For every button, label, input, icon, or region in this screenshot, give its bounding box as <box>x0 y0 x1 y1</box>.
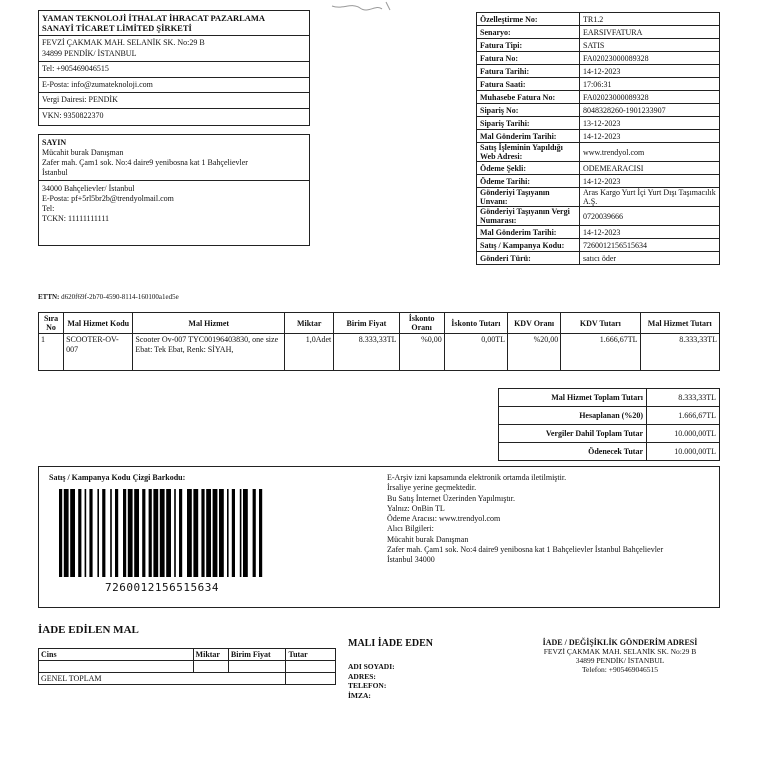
meta-row <box>477 13 720 26</box>
info-text <box>387 473 663 566</box>
item-description: Scooter Ov-007 TYC00196403830, one size Ebat: Tek Ebat, Renk: SİYAH, <box>133 334 285 371</box>
seller-name-line2: SANAYİ TİCARET LİMİTED ŞİRKETİ <box>42 23 192 33</box>
meta-label: Ödeme Şekli: <box>477 162 580 175</box>
meta-label: Fatura Tipi: <box>477 39 580 52</box>
totals-value: 8.333,33TL <box>647 389 720 407</box>
totals-row <box>499 407 720 425</box>
totals-row <box>499 389 720 407</box>
items-header-cell: Mal Hizmet <box>133 313 285 334</box>
buyer-title: SAYIN <box>42 138 67 147</box>
item-code: SCOOTER-OV-007 <box>64 334 133 371</box>
sender-fields <box>348 662 395 700</box>
meta-label: Fatura Tarihi: <box>477 65 580 78</box>
meta-row <box>477 175 720 188</box>
totals-label: Ödenecek Tutar <box>499 443 647 461</box>
meta-value: 8048328260-1901233907 <box>580 104 720 117</box>
meta-label: Fatura Saati: <box>477 78 580 91</box>
item-discount-rate: %0,00 <box>399 334 444 371</box>
totals-value: 10.000,00TL <box>647 443 720 461</box>
info-line: Zafer mah. Çam1 sok. No:4 daire9 yenibosna kat 1 Bahçelievler İstanbul Bahçelievler <box>387 545 664 555</box>
meta-label: Gönderiyi Taşıyanın Vergi Numarası: <box>477 207 580 226</box>
items-header-row <box>39 313 720 334</box>
sender-field-signature: İMZA: <box>348 690 371 700</box>
table-row <box>39 661 336 673</box>
ettn-label: ETTN: <box>38 293 60 301</box>
returned-total-label: GENEL TOPLAM <box>39 673 286 685</box>
meta-value: FA02023000089328 <box>580 52 720 65</box>
info-line: Yalnız: OnBin TL <box>387 503 445 513</box>
meta-row <box>477 52 720 65</box>
meta-row <box>477 26 720 39</box>
meta-value: 14-12-2023 <box>580 175 720 188</box>
meta-value: www.trendyol.com <box>580 143 720 162</box>
return-address-line2: 34899 PENDİK/ İSTANBUL <box>575 656 665 665</box>
items-header-cell: İskonto Oranı <box>399 313 444 334</box>
buyer-address-line2: İstanbul <box>42 168 68 177</box>
totals-value: 1.666,67TL <box>647 407 720 425</box>
seller-email: E-Posta: info@zumateknoloji.com <box>42 79 153 89</box>
meta-row <box>477 239 720 252</box>
barcode-title: Satış / Kampanya Kodu Çizgi Barkodu: <box>49 473 186 482</box>
items-header-cell: İskonto Tutarı <box>444 313 507 334</box>
item-vat-rate: %20,00 <box>508 334 561 371</box>
meta-label: Ödeme Tarihi: <box>477 175 580 188</box>
meta-row <box>477 91 720 104</box>
sender-field-phone: TELEFON: <box>348 681 387 690</box>
items-header-cell: Sıra No <box>39 313 64 334</box>
meta-label: Mal Gönderim Tarihi: <box>477 130 580 143</box>
items-header-cell: KDV Oranı <box>508 313 561 334</box>
meta-value: FA02023000089328 <box>580 91 720 104</box>
meta-row <box>477 226 720 239</box>
seller-phone: Tel: +905469046515 <box>42 64 109 73</box>
meta-value: 14-12-2023 <box>580 65 720 78</box>
info-line: Mücahit burak Danışman <box>387 534 469 544</box>
table-row <box>39 673 336 685</box>
info-line: İstanbul 34000 <box>387 555 435 565</box>
return-address-block <box>520 638 720 674</box>
meta-label: Sipariş Tarihi: <box>477 117 580 130</box>
totals-row <box>499 425 720 443</box>
meta-value: TR1.2 <box>580 13 720 26</box>
items-header-cell: Birim Fiyat <box>334 313 399 334</box>
ettn-line <box>38 293 179 301</box>
info-line: Bu Satış İnternet Üzerinden Yapılmıştır. <box>387 493 515 503</box>
ettn-value: d620f69f-2b70-4590-8114-160100a1ed5e <box>61 293 179 301</box>
sender-field-address: ADRES: <box>348 671 376 681</box>
meta-row <box>477 39 720 52</box>
items-header-cell: KDV Tutarı <box>561 313 640 334</box>
meta-label: Sipariş No: <box>477 104 580 117</box>
meta-label: Senaryo: <box>477 26 580 39</box>
seller-tax-office: Vergi Dairesi: PENDİK <box>42 95 118 104</box>
seller-info-box <box>38 10 310 126</box>
seller-address-line2: 34899 PENDİK/ İSTANBUL <box>42 48 137 58</box>
invoice-meta-table <box>476 12 720 265</box>
totals-row <box>499 443 720 461</box>
barcode-image <box>55 489 275 579</box>
barcode-number: 7260012156515634 <box>105 581 219 594</box>
buyer-address-line3: 34000 Bahçelievler/ İstanbul <box>42 184 135 193</box>
items-header-cell: Mal Hizmet Tutarı <box>640 313 719 334</box>
meta-value: ODEMEARACISI <box>580 162 720 175</box>
info-line: İrsaliye yerine geçmektedir. <box>387 483 477 493</box>
returned-goods-header-row <box>39 649 336 661</box>
meta-row <box>477 252 720 265</box>
totals-label: Mal Hizmet Toplam Tutarı <box>499 389 647 407</box>
meta-row <box>477 78 720 91</box>
item-unit-price: 8.333,33TL <box>334 334 399 371</box>
seller-address-line1: FEVZİ ÇAKMAK MAH. SELANİK SK. No:29 B <box>42 38 205 47</box>
buyer-tckn: TCKN: 11111111111 <box>42 214 110 223</box>
seller-name-line1: YAMAN TEKNOLOJİ İTHALAT İHRACAT PAZARLAMA <box>42 13 266 23</box>
meta-label: Gönderi Türü: <box>477 252 580 265</box>
meta-row <box>477 65 720 78</box>
info-line: Alıcı Bilgileri: <box>387 524 434 534</box>
returned-goods-table <box>38 648 336 685</box>
signature-mark <box>330 0 400 14</box>
meta-value: 14-12-2023 <box>580 226 720 239</box>
info-line: Ödeme Aracısı: www.trendyol.com <box>387 514 501 524</box>
meta-label: Muhasebe Fatura No: <box>477 91 580 104</box>
item-discount-amount: 0,00TL <box>444 334 507 371</box>
seller-vkn: VKN: 9350822370 <box>42 110 104 120</box>
returned-header-cell: Tutar <box>286 649 336 661</box>
table-row <box>39 334 720 371</box>
sender-field-name: ADI SOYADI: <box>348 662 395 671</box>
meta-row <box>477 143 720 162</box>
meta-value: Aras Kargo Yurt İçi Yurt Dışı Taşımacılık A.Ş. <box>580 188 720 207</box>
items-table <box>38 312 720 371</box>
buyer-name: Mücahit burak Danışman <box>42 148 124 157</box>
meta-label: Özelleştirme No: <box>477 13 580 26</box>
info-line: E-Arşiv izni kapsamında elektronik ortamda iletilmiştir. <box>387 473 567 482</box>
meta-label: Satış İşleminin Yapıldığı Web Adresi: <box>477 143 580 162</box>
meta-label: Mal Gönderim Tarihi: <box>477 226 580 239</box>
totals-table <box>498 388 720 461</box>
meta-label: Satış / Kampanya Kodu: <box>477 239 580 252</box>
meta-row <box>477 162 720 175</box>
meta-row <box>477 130 720 143</box>
totals-value: 10.000,00TL <box>647 425 720 443</box>
meta-row <box>477 104 720 117</box>
meta-value: 0720039666 <box>580 207 720 226</box>
meta-value: EARSIVFATURA <box>580 26 720 39</box>
meta-value: 7260012156515634 <box>580 239 720 252</box>
returned-goods-title: İADE EDİLEN MAL <box>38 624 139 636</box>
sender-title: MALI İADE EDEN <box>348 638 434 649</box>
returned-header-cell: Birim Fiyat <box>228 649 286 661</box>
totals-label: Hesaplanan (%20) <box>499 407 647 425</box>
buyer-address-line1: Zafer mah. Çam1 sok. No:4 daire9 yenibosna kat 1 Bahçelievler <box>42 158 248 167</box>
item-vat-amount: 1.666,67TL <box>561 334 640 371</box>
meta-value: satıcı öder <box>580 252 720 265</box>
meta-label: Gönderiyi Taşıyanın Unvanı: <box>477 188 580 207</box>
item-no: 1 <box>39 334 64 371</box>
meta-value: 14-12-2023 <box>580 130 720 143</box>
buyer-phone: Tel: <box>42 204 55 213</box>
item-total: 8.333,33TL <box>640 334 719 371</box>
totals-label: Vergiler Dahil Toplam Tutar <box>499 425 647 443</box>
buyer-email: E-Posta: pf+5rl5br2b@trendyolmail.com <box>42 194 174 203</box>
items-header-cell: Mal Hizmet Kodu <box>64 313 133 334</box>
return-address-title: İADE / DEĞİŞİKLİK GÖNDERİM ADRESİ <box>542 638 698 647</box>
meta-label: Fatura No: <box>477 52 580 65</box>
return-address-line3: Telefon: +905469046515 <box>582 665 658 674</box>
buyer-info-box <box>38 134 310 246</box>
meta-value: 13-12-2023 <box>580 117 720 130</box>
return-address-line1: FEVZİ ÇAKMAK MAH. SELANİK SK. No:29 B <box>543 647 697 656</box>
returned-header-cell: Cins <box>39 649 194 661</box>
items-header-cell: Miktar <box>285 313 334 334</box>
meta-row <box>477 207 720 226</box>
meta-row <box>477 188 720 207</box>
meta-row <box>477 117 720 130</box>
meta-value: SATIS <box>580 39 720 52</box>
barcode-info-box <box>38 466 720 608</box>
returned-header-cell: Miktar <box>193 649 228 661</box>
meta-value: 17:06:31 <box>580 78 720 91</box>
item-quantity: 1,0Adet <box>285 334 334 371</box>
